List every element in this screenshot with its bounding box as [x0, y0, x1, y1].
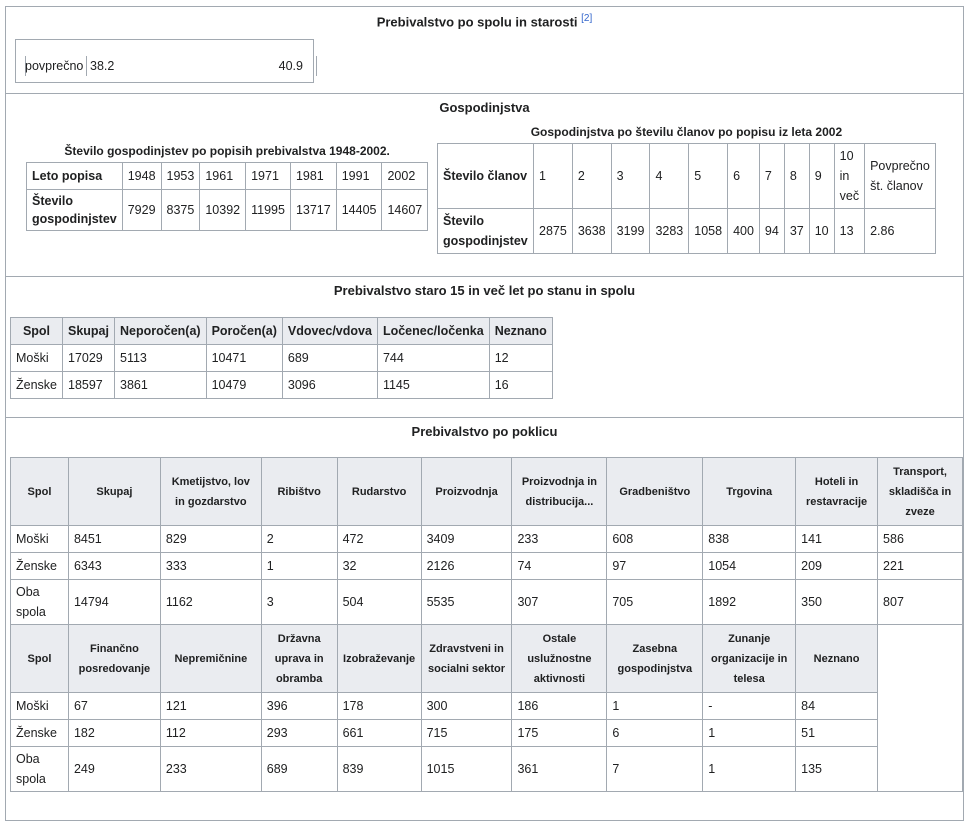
table-row: [27, 190, 428, 231]
value-cell: 10392: [200, 190, 246, 231]
households-members-table: [437, 143, 936, 254]
occupation-table: [10, 457, 963, 792]
value-cell: 67: [68, 693, 160, 720]
households-by-census: [26, 144, 428, 231]
header-row: [11, 625, 963, 693]
value-cell: 175: [512, 720, 607, 747]
table-row: [11, 553, 963, 580]
table-row: [11, 372, 553, 399]
table-row: [438, 209, 936, 254]
value-cell: 3: [261, 580, 337, 625]
value-cell: 333: [160, 553, 261, 580]
column-header: Spol: [11, 625, 69, 693]
value-cell: 233: [512, 526, 607, 553]
value-cell: 350: [796, 580, 878, 625]
year-cell: 1981: [290, 163, 336, 190]
value-cell: 3199: [611, 209, 650, 254]
column-header: Proizvodnja in distribucija...: [512, 458, 607, 526]
column-header: Zasebna gospodinjstva: [607, 625, 703, 693]
column-header: Ločenec/ločenka: [377, 318, 489, 345]
value-cell: 689: [282, 345, 377, 372]
reference-link[interactable]: [2]: [581, 13, 593, 24]
marital-status-table: [10, 317, 553, 399]
value-cell: 744: [377, 345, 489, 372]
value-cell: 1058: [689, 209, 728, 254]
column-cell: 8: [784, 144, 809, 209]
value-cell: 3409: [421, 526, 512, 553]
table-row: [11, 580, 963, 625]
column-cell: 9: [809, 144, 834, 209]
row-header: Leto popisa: [27, 163, 123, 190]
section-households: [6, 93, 963, 276]
value-cell: 135: [796, 747, 878, 792]
value-cell: 10479: [206, 372, 282, 399]
column-header: Skupaj: [68, 458, 160, 526]
section-title: Prebivalstvo po poklicu: [411, 424, 558, 439]
table-row: [11, 720, 963, 747]
row-header: Število članov: [438, 144, 534, 209]
value-cell: 586: [878, 526, 963, 553]
column-header: Spol: [11, 458, 69, 526]
section-marital: [6, 276, 963, 417]
average-label: povprečno: [25, 59, 84, 73]
empty-cell: [878, 625, 963, 792]
column-header: Ostale uslužnostne aktivnosti: [512, 625, 607, 693]
section-title: Gospodinjstva: [439, 100, 530, 115]
table-row: [27, 163, 428, 190]
column-cell: 10 in več: [834, 144, 864, 209]
column-header: Trgovina: [703, 458, 796, 526]
year-cell: 1953: [161, 163, 200, 190]
value-cell: 608: [607, 526, 703, 553]
value-cell: 396: [261, 693, 337, 720]
value-cell: 2126: [421, 553, 512, 580]
value-cell: 12: [489, 345, 552, 372]
households-by-members: [437, 125, 936, 254]
value-cell: 1015: [421, 747, 512, 792]
value-cell: 84: [796, 693, 878, 720]
column-header: Rudarstvo: [337, 458, 421, 526]
year-cell: 1961: [200, 163, 246, 190]
value-cell: 94: [759, 209, 784, 254]
value-cell: 8375: [161, 190, 200, 231]
value-cell: 121: [160, 693, 261, 720]
table-row: [11, 345, 553, 372]
column-header: Spol: [11, 318, 63, 345]
table-caption: Gospodinjstva po številu članov po popisu iz leta 2002: [530, 125, 843, 139]
value-cell: 11995: [246, 190, 291, 231]
table-row: [438, 144, 936, 209]
column-cell: 4: [650, 144, 689, 209]
value-cell: Oba spola: [11, 747, 69, 792]
value-cell: 5113: [115, 345, 207, 372]
value-cell: 6: [607, 720, 703, 747]
section-occupation: [6, 417, 963, 820]
column-header: Proizvodnja: [421, 458, 512, 526]
value-cell: 186: [512, 693, 607, 720]
value-cell: Ženske: [11, 553, 69, 580]
year-cell: 2002: [382, 163, 428, 190]
value-cell: 1: [703, 720, 796, 747]
value-cell: 97: [607, 553, 703, 580]
value-cell: 7: [607, 747, 703, 792]
value-cell: 13: [834, 209, 864, 254]
value-cell: 715: [421, 720, 512, 747]
value-cell: 705: [607, 580, 703, 625]
value-cell: 10: [809, 209, 834, 254]
value-cell: 3096: [282, 372, 377, 399]
column-header: Kmetijstvo, lov in gozdarstvo: [160, 458, 261, 526]
column-cell: 1: [534, 144, 573, 209]
value-cell: 1054: [703, 553, 796, 580]
value-cell: 838: [703, 526, 796, 553]
value-cell: Ženske: [11, 720, 69, 747]
value-cell: 17029: [63, 345, 115, 372]
value-cell: 16: [489, 372, 552, 399]
column-header: Vdovec/vdova: [282, 318, 377, 345]
value-cell: 400: [728, 209, 760, 254]
year-cell: 1948: [122, 163, 161, 190]
column-cell: 3: [611, 144, 650, 209]
value-cell: 14607: [382, 190, 428, 231]
value-cell: 13717: [290, 190, 336, 231]
value-cell: 807: [878, 580, 963, 625]
value-cell: 14794: [68, 580, 160, 625]
value-cell: 3638: [572, 209, 611, 254]
value-cell: 829: [160, 526, 261, 553]
value-cell: 74: [512, 553, 607, 580]
row-header: Število gospodinjstev: [438, 209, 534, 254]
value-cell: 233: [160, 747, 261, 792]
value-cell: Moški: [11, 526, 69, 553]
header-row: [11, 458, 963, 526]
column-header: Ribištvo: [261, 458, 337, 526]
value-cell: 14405: [336, 190, 382, 231]
value-cell: 112: [160, 720, 261, 747]
column-header: Državna uprava in obramba: [261, 625, 337, 693]
value-cell: 37: [784, 209, 809, 254]
value-cell: 3283: [650, 209, 689, 254]
column-header: Izobraževanje: [337, 625, 421, 693]
value-cell: 221: [878, 553, 963, 580]
value-cell: 1162: [160, 580, 261, 625]
value-cell: 293: [261, 720, 337, 747]
value-cell: 1145: [377, 372, 489, 399]
table-row: [11, 693, 963, 720]
value-cell: Oba spola: [11, 580, 69, 625]
header-row: [11, 318, 553, 345]
value-cell: 2.86: [865, 209, 936, 254]
column-header: Nepremičnine: [160, 625, 261, 693]
column-header: Hoteli in restavracije: [796, 458, 878, 526]
value-cell: 307: [512, 580, 607, 625]
value-cell: 6343: [68, 553, 160, 580]
value-cell: 18597: [63, 372, 115, 399]
value-cell: 51: [796, 720, 878, 747]
value-cell: 504: [337, 580, 421, 625]
demographics-infobox: [5, 6, 964, 821]
year-cell: 1991: [336, 163, 382, 190]
column-cell: 5: [689, 144, 728, 209]
row-header: Število gospodinjstev: [27, 190, 123, 231]
value-cell: 689: [261, 747, 337, 792]
average-male: 38.2: [90, 59, 115, 73]
value-cell: 178: [337, 693, 421, 720]
value-cell: 300: [421, 693, 512, 720]
column-header: Zunanje organizacije in telesa: [703, 625, 796, 693]
column-header: Neporočen(a): [115, 318, 207, 345]
table-row: [11, 747, 963, 792]
value-cell: 1: [261, 553, 337, 580]
column-cell: 7: [759, 144, 784, 209]
column-header: Skupaj: [63, 318, 115, 345]
value-cell: 5535: [421, 580, 512, 625]
value-cell: 839: [337, 747, 421, 792]
value-cell: 7929: [122, 190, 161, 231]
households-census-table: [26, 162, 428, 231]
value-cell: 661: [337, 720, 421, 747]
section-title: Prebivalstvo staro 15 in več let po stanu in spolu: [333, 283, 636, 298]
section-title: Prebivalstvo po spolu in starosti [2]: [376, 13, 593, 30]
value-cell: 3861: [115, 372, 207, 399]
value-cell: 209: [796, 553, 878, 580]
average-female: 40.9: [278, 59, 303, 73]
value-cell: Moški: [11, 345, 63, 372]
table-row: [11, 526, 963, 553]
value-cell: -: [703, 693, 796, 720]
column-header: Transport, skladišča in zveze: [878, 458, 963, 526]
value-cell: Moški: [11, 693, 69, 720]
column-header: Poročen(a): [206, 318, 282, 345]
value-cell: 182: [68, 720, 160, 747]
value-cell: 32: [337, 553, 421, 580]
value-cell: 249: [68, 747, 160, 792]
value-cell: 472: [337, 526, 421, 553]
value-cell: 1: [607, 693, 703, 720]
column-header: Neznano: [489, 318, 552, 345]
value-cell: 8451: [68, 526, 160, 553]
column-cell: Povprečno št. članov: [865, 144, 936, 209]
column-header: Zdravstveni in socialni sektor: [421, 625, 512, 693]
year-cell: 1971: [246, 163, 291, 190]
column-cell: 6: [728, 144, 760, 209]
column-header: Finančno posredovanje: [68, 625, 160, 693]
value-cell: 1892: [703, 580, 796, 625]
column-header: Neznano: [796, 625, 878, 693]
value-cell: 10471: [206, 345, 282, 372]
value-cell: 141: [796, 526, 878, 553]
column-cell: 2: [572, 144, 611, 209]
value-cell: 361: [512, 747, 607, 792]
value-cell: 2: [261, 526, 337, 553]
value-cell: 1: [703, 747, 796, 792]
column-header: Gradbeništvo: [607, 458, 703, 526]
average-age-box: [15, 39, 314, 83]
table-caption: Število gospodinjstev po popisih prebivalstva 1948-2002.: [64, 144, 390, 158]
value-cell: Ženske: [11, 372, 63, 399]
section-age: [6, 7, 963, 93]
value-cell: 2875: [534, 209, 573, 254]
